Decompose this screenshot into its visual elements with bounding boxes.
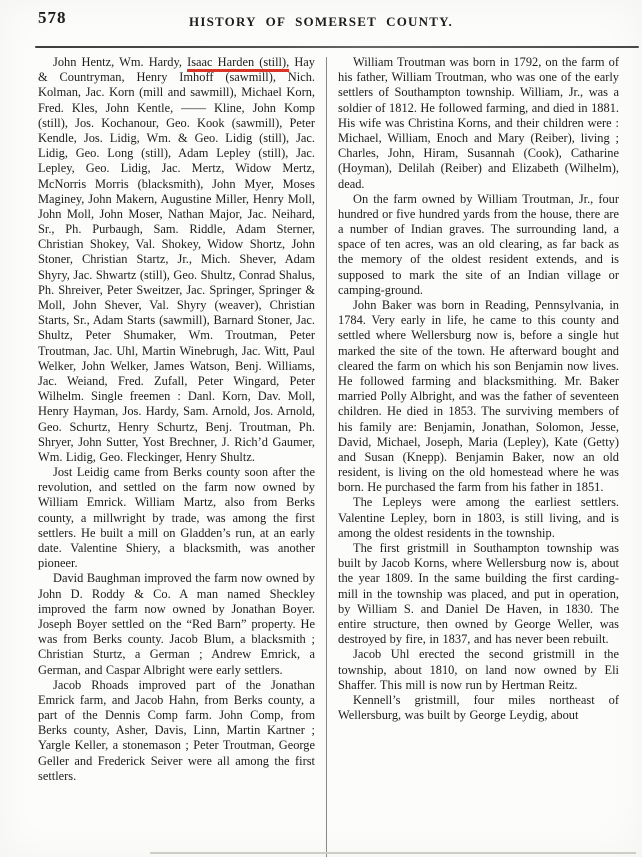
right-column: [338, 55, 619, 857]
paragraph: The Lepleys were among the earliest settlers. Valentine Lepley, born in 1803, is still living, and is among the oldest residents in the township.: [338, 495, 619, 540]
paragraph: William Troutman was born in 1792, on the farm of his father, William Troutman, who was one of the early settlers of Southampton township. William, Jr., was a soldier of 1812. He followed farming, and died in 1881. His wife was Christina Korns, and their children were : Michael, William, Enoch and Mary (Reiber), living ; Charles, John, Hiram, Susannah (Cook), Catharine (Hoyman), Delilah (Reiber) and Elizabeth (Wilhelm), dead.: [338, 55, 619, 191]
paragraph: On the farm owned by William Troutman, Jr., four hundred or five hundred yards from the house, there are a number of Indian graves. The surrounding land, a space of ten acres, was an old clearing, as far back as the memory of the oldest resident extends, and is supposed to mark the site of an Indian village or camping-ground.: [338, 191, 619, 297]
paragraph: Jost Leidig came from Berks county soon after the revolution, and settled on the farm now owned by William Emrick. William Martz, also from Berks county, a millwright by trade, was among the first settlers. He built a mill on Gladden’s run, at an early date. Valentine Shiery, a blacksmith, was another pioneer.: [38, 465, 315, 571]
paragraph: The first gristmill in Southampton township was built by Jacob Korns, where Wellersburg now is, about the year 1809. In the same building the first carding-mill in the township was placed, and put in operation, by William S. and Daniel De Haven, in 1830. The entire structure, then owned by George Weller, was destroyed by fire, in 1837, and has never been rebuilt.: [338, 541, 619, 647]
paragraph-text: Hay & Countryman, Henry Imhoff (sawmill), Nich. Kolman, Jac. Korn (mill and sawmill), Michael Korn, Fred. Kles, John Kentle, —— Kline, John Komp (still), Jos. Kochanour, Geo. Kook (sawmill), Peter Kendle, Jos. Lidig, Wm. & Geo. Lidig (still), Jac. Lidig, Geo. Long (still), Adam Lepley (still), Jac. Lepley, Geo. Lidig, Jac. Mertz, Widow Mertz, McNorris Morris (blacksmith), John Myer, Moses Maginey, John Makern, Augustine Miller, Henry Moll, John Moll, John Moser, Nathan Major, Jac. Neihard, Sr., Ph. Purbaugh, Sam. Riddle, Adam Sterner, Christian Shokey, Val. Shokey, Widow Shortz, John Stoner, Christian Startz, Jr., Mich. Shever, Adam Shyry, Jac. Shwartz (still), Geo. Shultz, Conrad Shalus, Ph. Shreiver, Peter Sweitzer, Jac. Springer, Springer & Moll, John Shever, Val. Shyry (weaver), Christian Starts, Sr., Adam Starts (sawmill), Barnard Stoner, Jac. Shultz, Peter Shumaker, Wm. Troutman, Peter Troutman, Jac. Uhl, Martin Winebrugh, Jac. Witt, Paul Welker, John Welker, James Watson, Benj. Williams, Jac. Weiand, Fred. Zufall, Peter Wingard, Peter Wilhelm. Single freemen : Danl. Korn, Dav. Moll, Henry Hayman, Jos. Hardy, Sam. Arnold, Jos. Arnold, Geo. Schurtz, Henry Schurtz, Benj. Troutman, Ph. Shryer, John Sutter, Yost Brechner, J. Rich’d Gaumer, Wm. Lidig, Geo. Fleckinger, Henry Shultz.: [38, 55, 315, 464]
page-number: 578: [38, 8, 67, 27]
paragraph-settlers-list: [38, 55, 315, 465]
paragraph: Kennell’s gristmill, four miles northeast of Wellersburg, was built by George Leydig, about: [338, 692, 619, 723]
paragraph: Jacob Uhl erected the second gristmill in the township, about 1810, on land now owned by Eli Shaffer. This mill is now run by Hertman Reitz.: [338, 647, 619, 692]
running-title: HISTORY OF SOMERSET COUNTY.: [189, 14, 453, 29]
paragraph: David Baughman improved the farm now owned by John D. Roddy & Co. A man named Sheckley improved the farm now owned by Jonathan Boyer. Joseph Boyer settled on the “Red Barn” property. He was from Berks county. Jacob Blum, a blacksmith ; Christian Sturtz, a German ; Andrew Emrick, a German, and Caspar Albright were early settlers.: [38, 571, 315, 677]
paragraph: Jacob Rhoads improved part of the Jonathan Emrick farm, and Jacob Hahn, from Berks county, a part of the Dennis Comp farm. John Comp, from Berks county, Asher, Davis, Linn, Martin Kartner ; Yargle Keller, a stonemason ; Peter Troutman, George Geller and Frederick Seiver were all among the first settlers.: [38, 677, 315, 783]
paragraph-text: John Hentz, Wm. Hardy,: [53, 55, 188, 69]
scan-edge-artifact: [150, 852, 636, 854]
red-underline-annotation: Isaac Harden (still),: [187, 55, 289, 72]
column-divider-rule: [326, 57, 327, 857]
paragraph: John Baker was born in Reading, Pennsylvania, in 1784. Very early in life, he came to this county and settled where Wellersburg now is, before a single hut marked the site of the town. He afterward bought and cleared the farm on which his son Benjamin now lives. He followed farming and blacksmithing. Mr. Baker married Polly Albright, and was the father of seventeen children. He died in 1853. The surviving members of his family are: Benjamin, Jonathan, Solomon, Jesse, David, Michael, Joseph, Maria (Lepley), Kate (Getty) and Susan (Knepp). Benjamin Baker, now an old resident, is living on the old homestead where he was born. He purchased the farm from his father in 1851.: [338, 298, 619, 495]
page-header: [0, 0, 642, 41]
two-column-text-block: [0, 48, 642, 857]
left-column: [38, 55, 315, 857]
